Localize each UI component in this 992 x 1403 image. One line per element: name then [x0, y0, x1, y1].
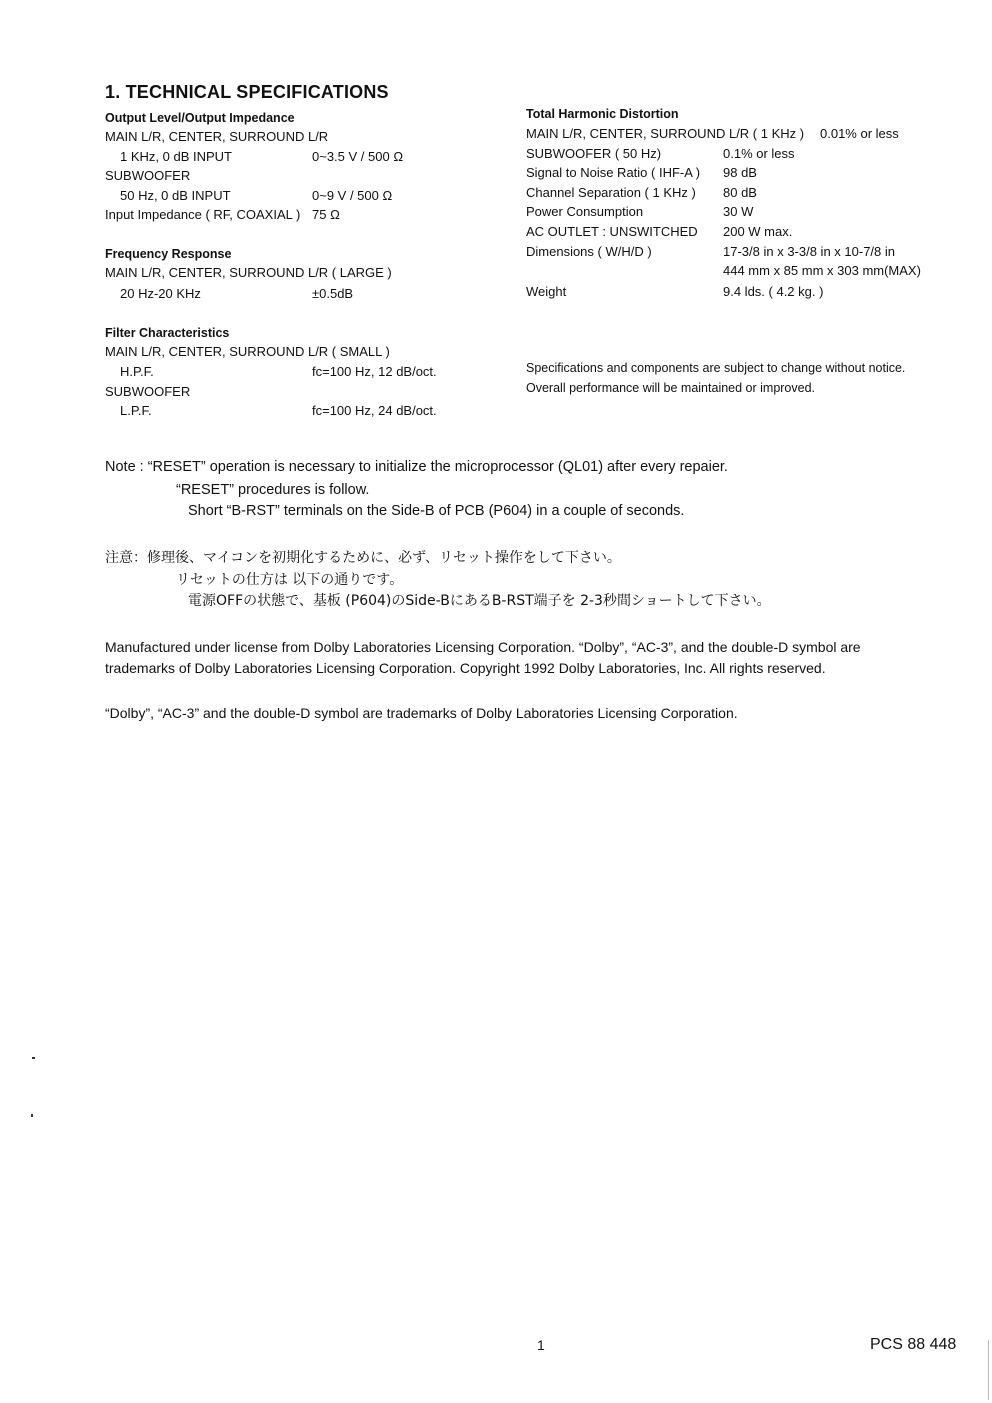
reset-note-line-1: Note : “RESET” operation is necessary to initialize the microprocessor (QL01) after every repaier.	[105, 459, 728, 475]
frequency-value: ±0.5dB	[312, 286, 354, 301]
spec-row-label: SUBWOOFER ( 50 Hz)	[526, 146, 662, 161]
spec-row-value: 98 dB	[723, 165, 757, 180]
output-sub-value: 0~9 V / 500 Ω	[312, 188, 393, 203]
scan-speck	[32, 1057, 35, 1059]
hpf-value: fc=100 Hz, 12 dB/oct.	[312, 364, 437, 379]
trademark-line: “Dolby”, “AC-3” and the double-D symbol are trademarks of Dolby Laboratories Licensing Corporation.	[105, 705, 738, 721]
jp-note-line-3: 電源OFFの状態で、基板 (P604)のSide-BにあるB-RST端子を 2-3秒間ショートして下さい。	[188, 593, 771, 609]
spec-row-value: 200 W max.	[723, 224, 793, 239]
frequency-main-label: MAIN L/R, CENTER, SURROUND L/R ( LARGE )	[105, 265, 392, 280]
input-impedance-value: 75 Ω	[312, 207, 340, 222]
spec-row-label: Signal to Noise Ratio ( IHF-A )	[526, 165, 701, 180]
page-number: 1	[537, 1337, 545, 1353]
license-line-1: Manufactured under license from Dolby Laboratories Licensing Corporation. “Dolby”, “AC-3”, and the double-D symbol are	[105, 639, 861, 655]
spec-row-label: Power Consumption	[526, 204, 644, 219]
output-level-heading: Output Level/Output Impedance	[105, 111, 295, 125]
thd-main-label: MAIN L/R, CENTER, SURROUND L/R ( 1 KHz )	[526, 126, 805, 141]
spec-notice-line-2: Overall performance will be maintained or improved.	[526, 381, 816, 395]
spec-row-value: 80 dB	[723, 185, 757, 200]
scan-edge-mark	[988, 1340, 989, 1400]
filter-main-label: MAIN L/R, CENTER, SURROUND L/R ( SMALL )	[105, 344, 390, 359]
output-main-label: MAIN L/R, CENTER, SURROUND L/R	[105, 129, 329, 144]
spec-row-value: 30 W	[723, 204, 754, 219]
weight-label: Weight	[526, 284, 567, 299]
document-code: PCS 88 448	[870, 1336, 957, 1353]
weight-value: 9.4 lds. ( 4.2 kg. )	[723, 284, 824, 299]
spec-row-label: AC OUTLET : UNSWITCHED	[526, 224, 698, 239]
jp-note-line-1: 注意：修理後、マイコンを初期化するために、必ず、リセット操作をして下さい。	[105, 550, 621, 566]
frequency-response-heading: Frequency Response	[105, 247, 232, 261]
page-title: 1. TECHNICAL SPECIFICATIONS	[105, 82, 389, 102]
thd-heading: Total Harmonic Distortion	[526, 107, 679, 121]
lpf-value: fc=100 Hz, 24 dB/oct.	[312, 403, 437, 418]
reset-note-line-2: “RESET” procedures is follow.	[176, 482, 370, 498]
output-sub-label: SUBWOOFER	[105, 168, 191, 183]
jp-note-line-2: リセットの仕方は 以下の通りです。	[176, 572, 404, 588]
output-main-value: 0~3.5 V / 500 Ω	[312, 149, 404, 164]
input-impedance-label: Input Impedance ( RF, COAXIAL )	[105, 207, 301, 222]
output-main-input: 1 KHz, 0 dB INPUT	[120, 149, 232, 164]
scan-speck	[31, 1114, 33, 1117]
filter-sub-label: SUBWOOFER	[105, 384, 191, 399]
spec-row-value: 17-3/8 in x 3-3/8 in x 10-7/8 in	[723, 244, 895, 259]
frequency-range: 20 Hz-20 KHz	[120, 286, 201, 301]
spec-row-label: Channel Separation ( 1 KHz )	[526, 185, 696, 200]
spec-row-label: Dimensions ( W/H/D )	[526, 244, 652, 259]
hpf-label: H.P.F.	[120, 364, 154, 379]
spec-notice-line-1: Specifications and components are subject to change without notice.	[526, 361, 906, 375]
reset-note-line-3: Short “B-RST” terminals on the Side-B of PCB (P604) in a couple of seconds.	[188, 503, 685, 519]
license-line-2: trademarks of Dolby Laboratories Licensing Corporation. Copyright 1992 Dolby Laboratories, Inc. All rights reserved.	[105, 660, 826, 676]
dimensions-mm: 444 mm x 85 mm x 303 mm(MAX)	[723, 263, 921, 278]
filter-heading: Filter Characteristics	[105, 326, 230, 340]
lpf-label: L.P.F.	[120, 403, 152, 418]
output-sub-input: 50 Hz, 0 dB INPUT	[120, 188, 231, 203]
thd-main-value: 0.01% or less	[820, 126, 899, 141]
spec-row-value: 0.1% or less	[723, 146, 795, 161]
